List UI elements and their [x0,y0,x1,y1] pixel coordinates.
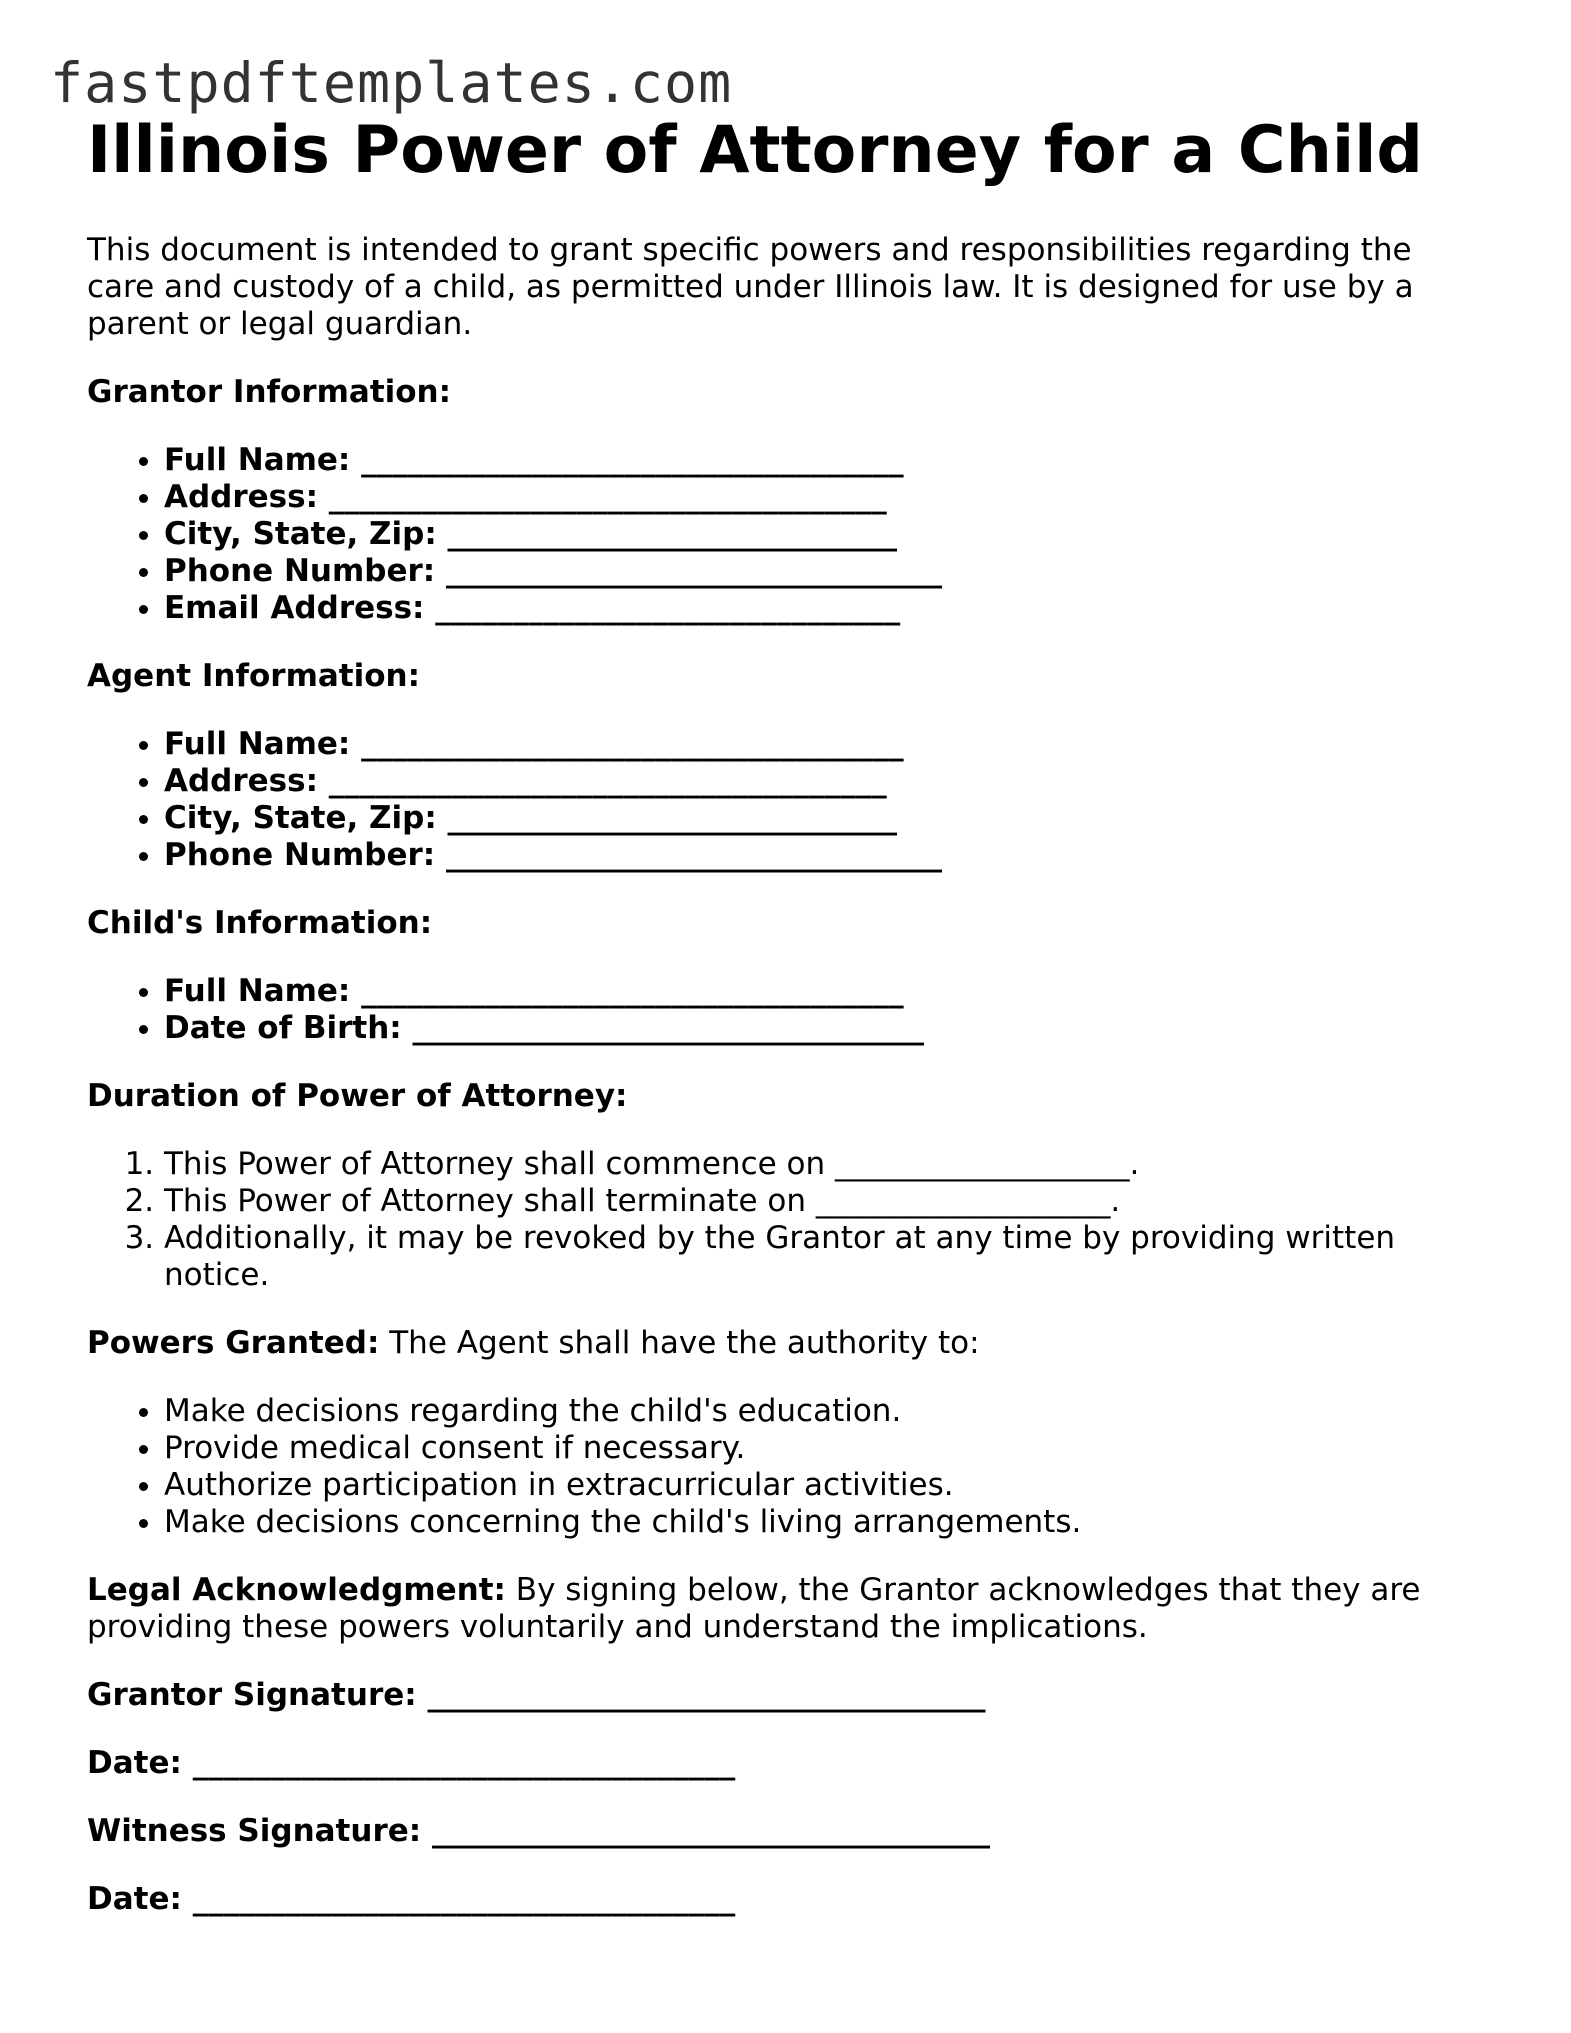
grantor-city-state-zip-field [164,516,1487,553]
grantor-heading: Grantor Information: [87,374,452,410]
duration-heading: Duration of Power of Attorney: [87,1078,628,1114]
field-label: Date of Birth: [164,1010,402,1046]
fill-in-blank[interactable]: _________________________________ [412,1010,924,1046]
witness-date-line [87,1881,1487,1918]
agent-address-field [164,763,1487,800]
field-label: Full Name: [164,973,351,1009]
field-label: Address: [164,479,318,515]
power-item-education: • Make decisions regarding the child's education. [164,1393,1487,1430]
power-item-living: • Make decisions concerning the child's living arrangements. [164,1504,1487,1541]
fill-in-blank[interactable]: ___________________________________ [361,442,904,478]
fill-in-blank[interactable]: ___________________________________ [361,726,904,762]
agent-city-state-zip-field [164,800,1487,837]
agent-full-name-field [164,726,1487,763]
agent-heading: Agent Information: [87,658,420,694]
child-fields [87,973,1487,1047]
date-blank[interactable]: ___________________________________ [192,1745,736,1781]
fill-in-blank[interactable]: _____________________________ [447,516,898,552]
powers-lead: Powers Granted: [87,1325,380,1361]
grantor-address-field [164,479,1487,516]
acknowledgment-lead: Legal Acknowledgment: [87,1572,506,1608]
field-label: Full Name: [164,442,351,478]
duration-list [87,1146,1487,1294]
powers-paragraph [87,1325,1487,1362]
powers-text: The Agent shall have the authority to: [379,1325,980,1361]
fill-in-blank[interactable]: ______________________________ [435,590,901,626]
signature-blank[interactable]: ____________________________________ [427,1677,986,1713]
grantor-email-field [164,590,1487,627]
fill-in-blank[interactable]: _____________________________ [447,800,898,836]
date-label: Date: [87,1745,182,1781]
signature-blank[interactable]: ____________________________________ [431,1813,990,1849]
date-blank[interactable]: ___________________________________ [192,1881,736,1917]
signature-label: Grantor Signature: [87,1677,417,1713]
acknowledgment-paragraph [87,1572,1487,1646]
signature-label: Witness Signature: [87,1813,422,1849]
acknowledgment-text: By signing below, the Grantor acknowledges that they are providing these powers voluntarily and understand the implications. [87,1572,1421,1645]
field-label: City, State, Zip: [164,516,437,552]
duration-revoke-item: 3. Additionally, it may be revoked by the Grantor at any time by providing written notice. [164,1220,1487,1294]
child-dob-field [164,1010,1487,1047]
date-label: Date: [87,1881,182,1917]
watermark: fastpdftemplates.com [50,51,733,115]
grantor-signature-line [87,1677,1487,1714]
grantor-date-line [87,1745,1487,1782]
fill-in-blank[interactable]: ________________________________ [446,553,942,589]
grantor-fields [87,442,1487,627]
field-label: Phone Number: [164,837,436,873]
document-title: Illinois Power of Attorney for a Child [87,113,1423,188]
power-item-medical: • Provide medical consent if necessary. [164,1430,1487,1467]
agent-phone-field [164,837,1487,874]
grantor-phone-field [164,553,1487,590]
agent-fields [87,726,1487,874]
child-full-name-field [164,973,1487,1010]
field-label: Email Address: [164,590,425,626]
fill-in-blank[interactable]: ________________________________ [446,837,942,873]
witness-signature-line [87,1813,1487,1850]
fill-in-blank[interactable]: ____________________________________ [328,479,887,515]
duration-terminate-item: 2. This Power of Attorney shall terminate on ___________________. [164,1183,1487,1220]
field-label: Full Name: [164,726,351,762]
field-label: City, State, Zip: [164,800,437,836]
document [87,108,1487,1918]
fill-in-blank[interactable]: ____________________________________ [328,763,887,799]
child-heading: Child's Information: [87,905,433,941]
intro-paragraph: This document is intended to grant specific powers and responsibilities regarding the care and custody of a child, as permitted under Illinois law. It is designed for use by a parent or legal guardian. [87,232,1414,342]
grantor-full-name-field [164,442,1487,479]
power-item-activities: • Authorize participation in extracurricular activities. [164,1467,1487,1504]
field-label: Phone Number: [164,553,436,589]
duration-commence-item: 1. This Power of Attorney shall commence on ___________________. [164,1146,1487,1183]
fill-in-blank[interactable]: ___________________________________ [361,973,904,1009]
powers-list [87,1393,1487,1541]
field-label: Address: [164,763,318,799]
